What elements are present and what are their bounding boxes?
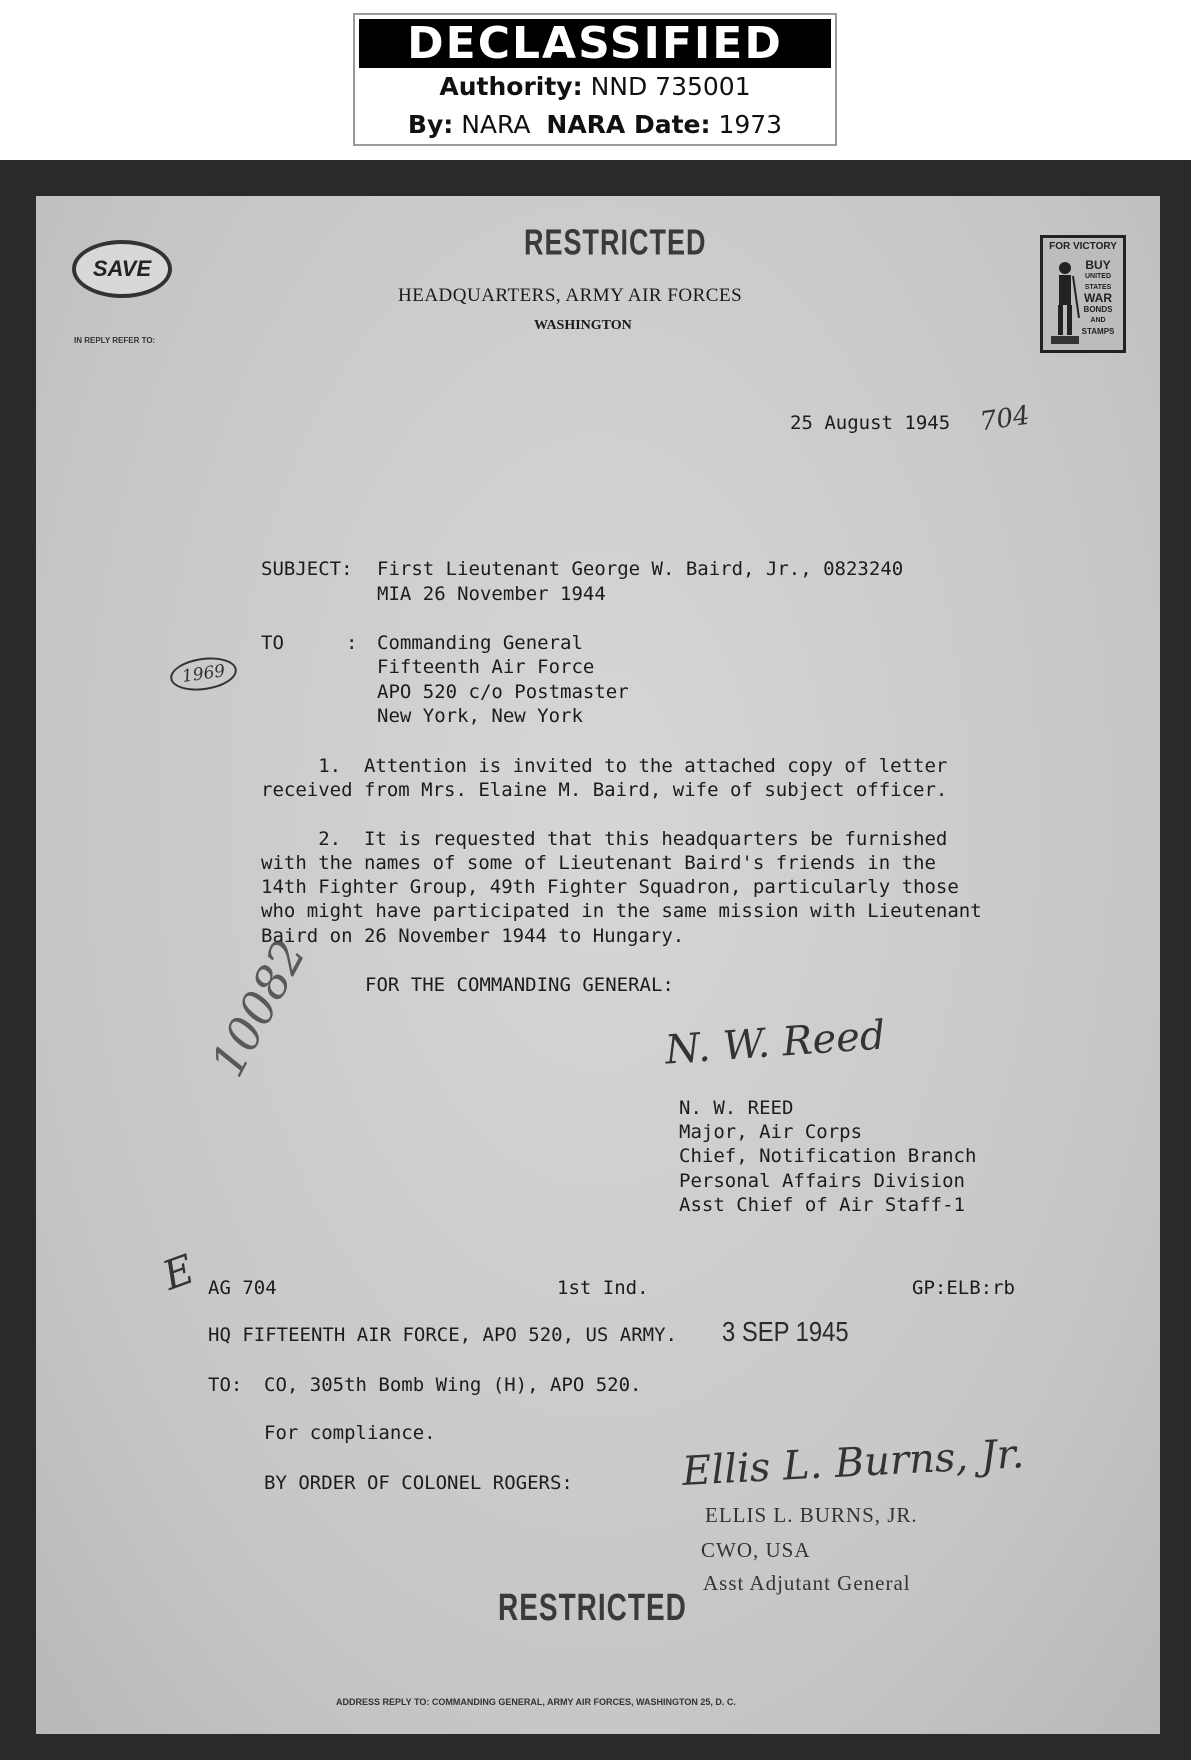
date-stamp: 3 SEP 1945 [722,1316,849,1347]
indorsement-to-value: CO, 305th Bomb Wing (H), APO 520. [264,1374,642,1396]
bond-stamp-text [1077,260,1119,337]
to-line: APO 520 c/o Postmaster [377,681,629,703]
burns-title: Asst Adjutant General [703,1571,911,1595]
reed-signature: N. W. Reed [663,1012,887,1074]
indorsement-ind: 1st Ind. [557,1277,649,1299]
to-line: New York, New York [377,705,583,727]
signer-line: N. W. REED [679,1097,794,1119]
save-logo: SAVE [72,240,172,298]
address-reply-footer: ADDRESS REPLY TO: COMMANDING GENERAL, ARMY AIR FORCES, WASHINGTON 25, D. C. [336,1697,736,1707]
for-compliance: For compliance. [264,1422,436,1444]
burns-rank: CWO, USA [701,1538,811,1562]
restricted-stamp-bottom: RESTRICTED [498,1586,687,1628]
bond-line: AND [1090,317,1106,324]
para2-line: Baird on 26 November 1944 to Hungary. [261,925,685,947]
para1-line: 1. Attention is invited to the attached copy of letter [261,755,948,777]
letterhead-city: WASHINGTON [534,318,632,333]
bond-line: WAR [1084,291,1112,305]
banner-by [355,106,835,144]
bond-line: BONDS [1083,305,1113,314]
subject-line-2: MIA 26 November 1944 [377,583,606,605]
letterhead-org: HEADQUARTERS, ARMY AIR FORCES [398,285,743,306]
by-label: By: [407,110,454,139]
para1-line: received from Mrs. Elaine M. Baird, wife of subject officer. [261,779,948,801]
para2-line: with the names of some of Lieutenant Baird's friends in the [261,852,936,874]
war-bond-stamp [1040,235,1126,353]
bond-line: BUY [1085,258,1111,272]
bond-line: UNITED [1084,273,1112,280]
burns-name: ELLIS L. BURNS, JR. [705,1503,918,1527]
date-annotation: 704 [978,400,1032,438]
date-value: 1973 [718,110,783,139]
authority-value: NND 735001 [590,72,751,101]
bond-stamp-top: FOR VICTORY [1049,241,1117,252]
signer-line: Chief, Notification Branch [679,1145,977,1167]
reply-refer-label: IN REPLY REFER TO: [74,336,156,345]
to-line: Fifteenth Air Force [377,656,595,678]
signer-line: Asst Chief of Air Staff-1 [679,1194,965,1216]
banner-title: DECLASSIFIED [359,19,831,68]
burns-signature: Ellis L. Burns, Jr. [681,1431,1026,1495]
by-order: BY ORDER OF COLONEL ROGERS: [264,1472,573,1494]
indorsement-ref: GP:ELB:rb [912,1277,1015,1299]
to-colon: : [346,632,358,654]
restricted-stamp-top: RESTRICTED [524,222,707,263]
margin-number: 10082 [200,930,317,1086]
circled-number: 1969 [168,653,239,694]
to-line: Commanding General [377,632,583,654]
margin-mark: E [157,1246,201,1300]
date-label: NARA Date: [546,110,711,139]
authority-label: Authority: [439,72,583,101]
bond-line: STAMPS [1081,327,1115,336]
for-commanding-general: FOR THE COMMANDING GENERAL: [365,974,674,996]
signer-line: Major, Air Corps [679,1121,863,1143]
indorsement-to-label: TO: [208,1374,243,1396]
signer-line: Personal Affairs Division [679,1170,965,1192]
letter-date: 25 August 1945 [790,412,951,434]
para2-line: who might have participated in the same mission with Lieutenant [261,900,982,922]
para2-line: 14th Fighter Group, 49th Fighter Squadron, particularly those [261,876,959,898]
to-label: TO [261,632,284,654]
indorsement-ag: AG 704 [208,1277,277,1299]
by-value: NARA [461,110,531,139]
indorsement-hq: HQ FIFTEENTH AIR FORCE, APO 520, US ARMY. [208,1324,677,1346]
subject-line-1: First Lieutenant George W. Baird, Jr., 0823240 [377,558,904,580]
banner-authority [355,68,835,106]
bond-line: STATES [1084,284,1112,291]
subject-label: SUBJECT: [261,558,353,580]
declassified-banner [353,13,837,146]
para2-line: 2. It is requested that this headquarters be furnished [261,828,948,850]
